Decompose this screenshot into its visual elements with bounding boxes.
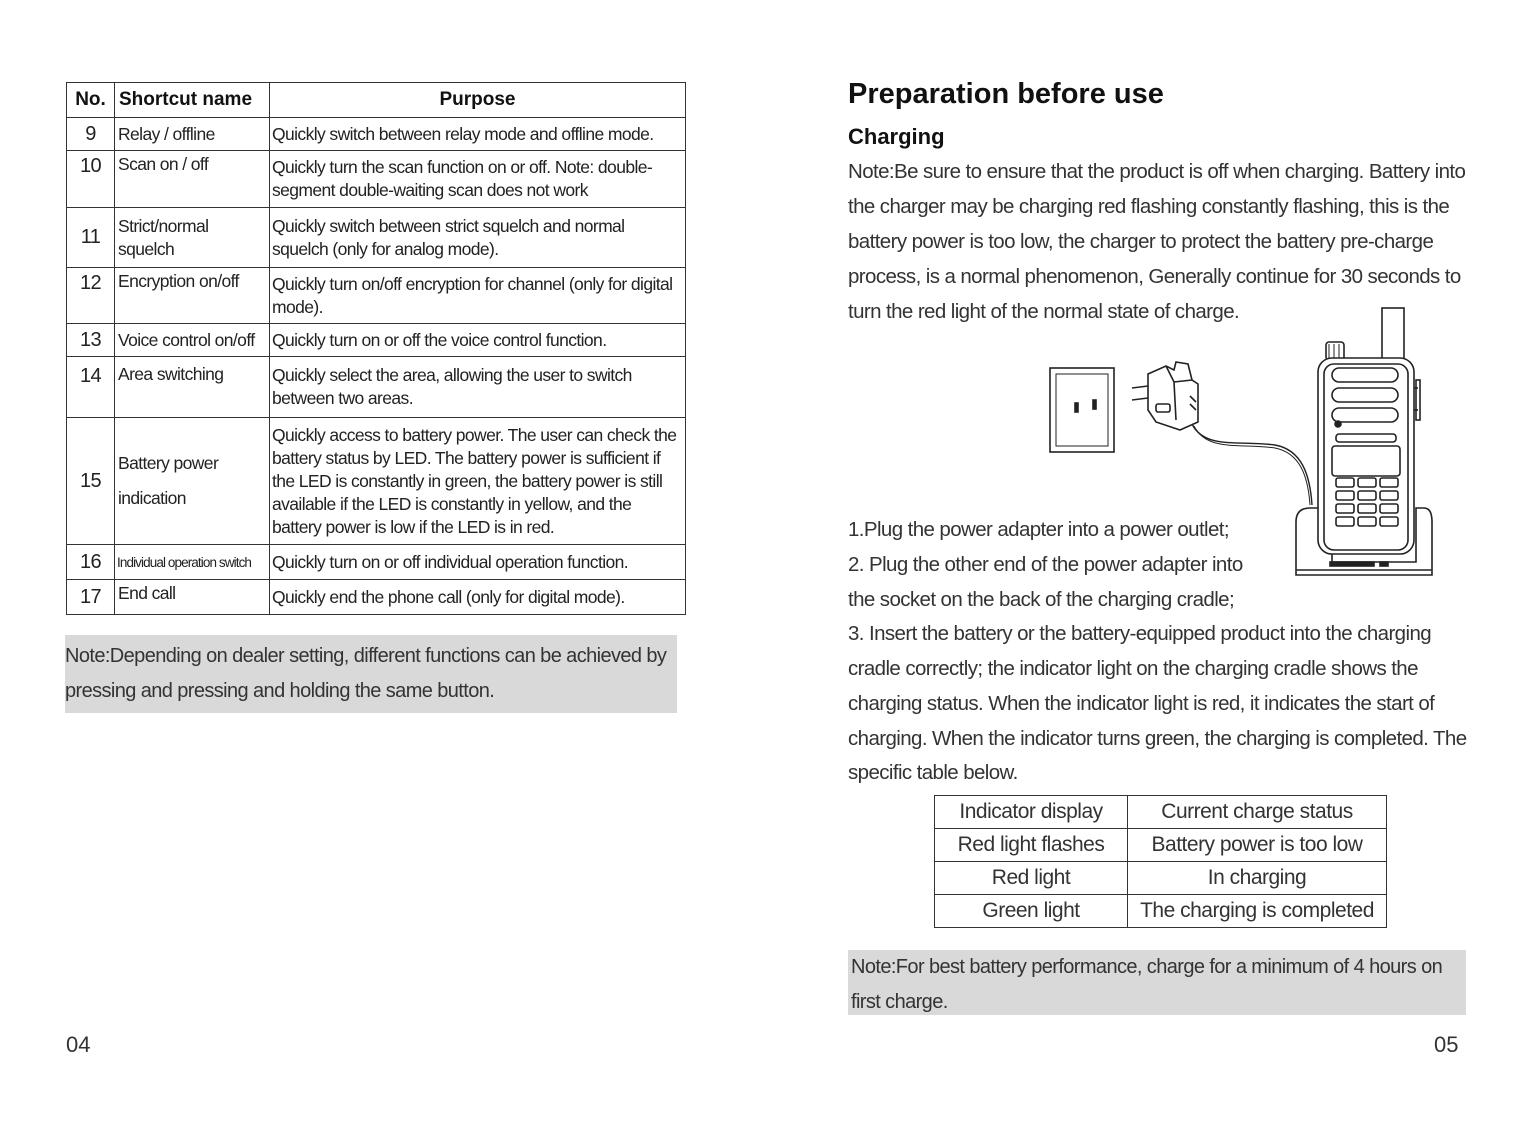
dealer-setting-note: Note:Depending on dealer setting, different functions can be achieved by pressing and pressing and holding the same button. bbox=[65, 635, 677, 713]
row-no: 15 bbox=[67, 418, 115, 545]
row-name: End call bbox=[115, 580, 270, 615]
status-cell: Battery power is too low bbox=[1128, 829, 1387, 862]
row-no: 11 bbox=[67, 208, 115, 268]
row-name: Voice control on/off bbox=[115, 324, 270, 357]
row-no: 13 bbox=[67, 324, 115, 357]
row-purpose: Quickly turn the scan function on or off. Note: double-segment double-waiting scan does not work bbox=[270, 151, 686, 208]
radio-icon bbox=[1318, 308, 1420, 554]
charging-step-line: cradle correctly; the indicator light on the charging cradle shows the bbox=[848, 657, 1418, 680]
row-no: 10 bbox=[67, 151, 115, 208]
table-row bbox=[67, 418, 686, 545]
battery-performance-note bbox=[848, 950, 1466, 1015]
row-purpose: Quickly select the area, allowing the user to switch between two areas. bbox=[270, 357, 686, 418]
shortcut-table bbox=[66, 82, 686, 615]
charging-note-line: Note:Be sure to ensure that the product is off when charging. Battery into bbox=[848, 160, 1466, 183]
table-header-row bbox=[67, 83, 686, 118]
table-header-row bbox=[935, 796, 1387, 829]
charging-step-line: 1.Plug the power adapter into a power outlet; bbox=[848, 518, 1229, 541]
row-purpose: Quickly turn on or off the voice control function. bbox=[270, 324, 686, 357]
row-name: Encryption on/off bbox=[115, 268, 270, 324]
row-name-line: Battery power bbox=[118, 453, 219, 473]
charging-step-line: 3. Insert the battery or the battery-equipped product into the charging bbox=[848, 622, 1432, 645]
row-name-line: indication bbox=[118, 488, 186, 508]
header-indicator-display: Indicator display bbox=[935, 796, 1128, 829]
battery-note-line: Note:For best battery performance, charge for a minimum of 4 hours on bbox=[851, 956, 1443, 978]
status-cell: The charging is completed bbox=[1128, 895, 1387, 928]
battery-note-line: first charge. bbox=[851, 991, 948, 1013]
row-name: Strict/normal squelch bbox=[115, 208, 270, 268]
table-row bbox=[67, 151, 686, 208]
row-name: Individual operation switch bbox=[115, 545, 270, 580]
table-row bbox=[67, 268, 686, 324]
table-row bbox=[67, 357, 686, 418]
row-purpose: Quickly turn on/off encryption for channel (only for digital mode). bbox=[270, 268, 686, 324]
charging-note-line: battery power is too low, the charger to protect the battery pre-charge bbox=[848, 230, 1434, 253]
header-no: No. bbox=[67, 83, 115, 118]
row-name: Scan on / off bbox=[115, 151, 270, 208]
row-no: 14 bbox=[67, 357, 115, 418]
table-row bbox=[935, 862, 1387, 895]
header-purpose: Purpose bbox=[270, 83, 686, 118]
row-purpose: Quickly access to battery power. The user can check the battery status by LED. The battery power is sufficient if the LED is constantly in green, the battery power is still available if the LED is constantly in yellow, and the battery power is low if the LED is in red. bbox=[270, 418, 686, 545]
power-adapter-icon bbox=[1148, 362, 1198, 430]
header-current-charge-status: Current charge status bbox=[1128, 796, 1387, 829]
table-row bbox=[67, 208, 686, 268]
row-purpose: Quickly end the phone call (only for digital mode). bbox=[270, 580, 686, 615]
section-title: Charging bbox=[848, 124, 945, 149]
indicator-cell: Red light bbox=[935, 862, 1128, 895]
table-row bbox=[67, 545, 686, 580]
charging-note-line: process, is a normal phenomenon, Generally continue for 30 seconds to bbox=[848, 265, 1461, 288]
charging-step-line: 2. Plug the other end of the power adapter into bbox=[848, 553, 1243, 576]
page-title: Preparation before use bbox=[848, 78, 1164, 110]
charging-step-line: charging status. When the indicator light is red, it indicates the start of bbox=[848, 692, 1435, 715]
table-row bbox=[935, 895, 1387, 928]
charging-illustration bbox=[1040, 300, 1470, 585]
row-no: 9 bbox=[67, 118, 115, 151]
table-row bbox=[67, 580, 686, 615]
row-purpose: Quickly switch between relay mode and offline mode. bbox=[270, 118, 686, 151]
wall-outlet-icon bbox=[1050, 368, 1114, 452]
page-number-right: 05 bbox=[1434, 1032, 1459, 1057]
page-number-left: 04 bbox=[66, 1032, 91, 1057]
status-cell: In charging bbox=[1128, 862, 1387, 895]
charging-step-line: the socket on the back of the charging cradle; bbox=[848, 588, 1235, 611]
charging-note-line: turn the red light of the normal state of charge. bbox=[848, 300, 1240, 323]
row-name: Relay / offline bbox=[115, 118, 270, 151]
row-name: Area switching bbox=[115, 357, 270, 418]
row-no: 17 bbox=[67, 580, 115, 615]
row-no: 16 bbox=[67, 545, 115, 580]
indicator-cell: Green light bbox=[935, 895, 1128, 928]
row-no: 12 bbox=[67, 268, 115, 324]
charging-note-line: the charger may be charging red flashing constantly flashing, this is the bbox=[848, 195, 1450, 218]
charging-step-line: specific table below. bbox=[848, 761, 1018, 784]
table-row bbox=[67, 118, 686, 151]
row-purpose: Quickly switch between strict squelch and normal squelch (only for analog mode). bbox=[270, 208, 686, 268]
charge-status-table bbox=[934, 795, 1387, 928]
charging-step-line: charging. When the indicator turns green, the charging is completed. The bbox=[848, 727, 1467, 750]
row-purpose: Quickly turn on or off individual operation function. bbox=[270, 545, 686, 580]
indicator-cell: Red light flashes bbox=[935, 829, 1128, 862]
table-row bbox=[935, 829, 1387, 862]
header-shortcut-name: Shortcut name bbox=[115, 83, 270, 118]
table-row bbox=[67, 324, 686, 357]
row-name bbox=[115, 418, 270, 545]
